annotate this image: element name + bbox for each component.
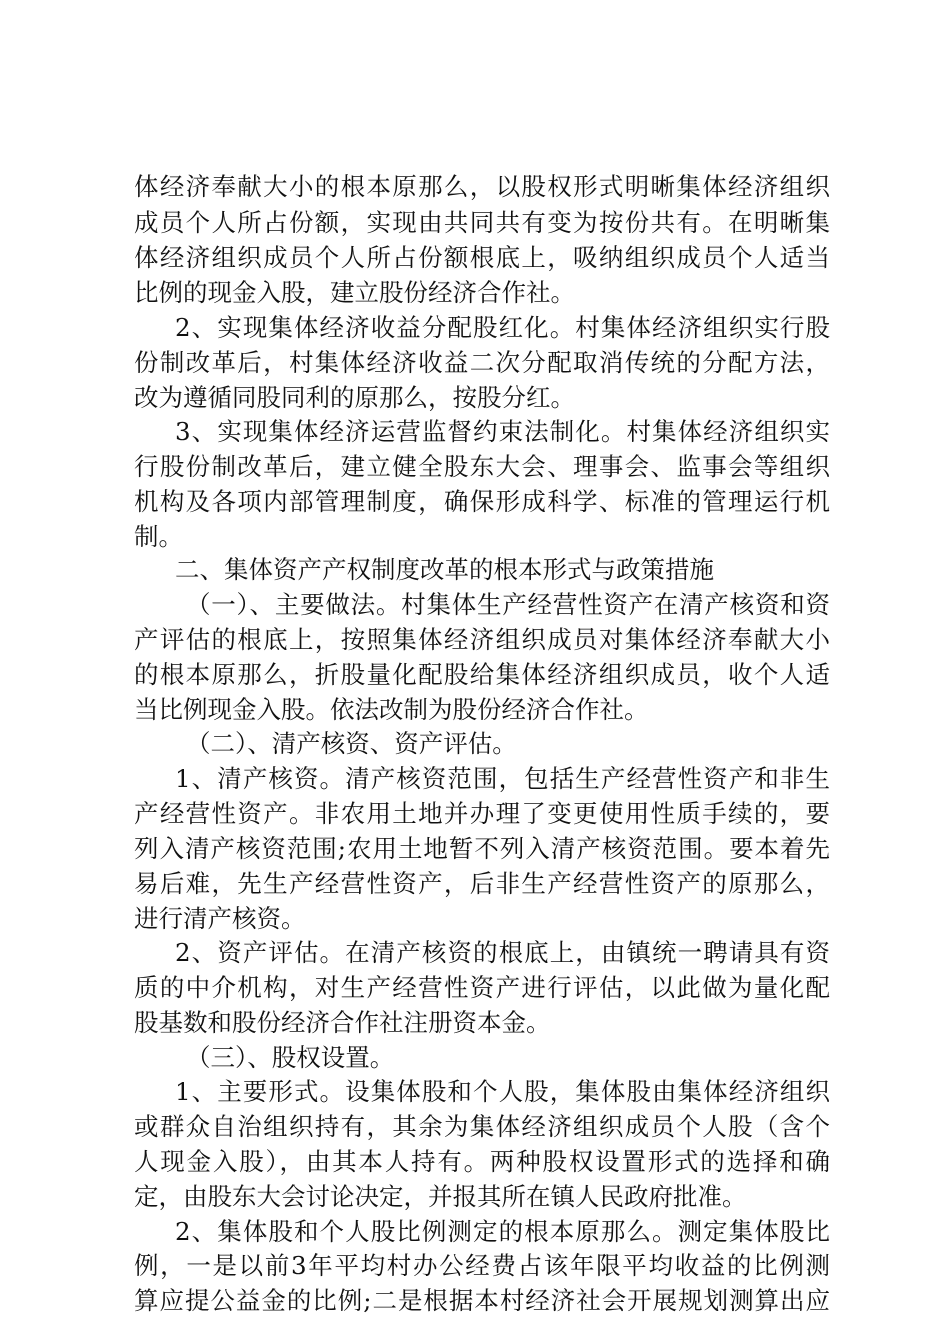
text-line: 的根本原那么，折股量化配股给集体经济组织成员，收个人适 xyxy=(134,660,830,689)
text-line: 人现金入股），由其本人持有。两种股权设置形式的选择和确 xyxy=(134,1147,830,1176)
text-line: （一）、主要做法。村集体生产经营性资产在清产核资和资 xyxy=(186,590,830,619)
text-line: 易后难，先生产经营性资产，后非生产经营性资产的原那么， xyxy=(134,869,830,898)
text-line: 产经营性资产。非农用土地并办理了变更使用性质手续的，要 xyxy=(134,799,830,828)
text-line: 2、资产评估。在清产核资的根底上，由镇统一聘请具有资 xyxy=(175,938,830,967)
text-line: 体经济奉献大小的根本原那么，以股权形式明晰集体经济组织 xyxy=(134,172,830,201)
text-line: 机构及各项内部管理制度，确保形成科学、标准的管理运行机 xyxy=(134,487,830,516)
text-line: 定，由股东大会讨论决定，并报其所在镇人民政府批准。 xyxy=(134,1182,747,1211)
text-line: 例，一是以前3年平均村办公经费占该年限平均收益的比例测 xyxy=(134,1251,830,1280)
text-line: 当比例现金入股。依法改制为股份经济合作社。 xyxy=(134,695,649,724)
text-line: 算应提公益金的比例;二是根据本村经济社会开展规划测算出应 xyxy=(134,1286,830,1315)
text-line: 1、清产核资。清产核资范围，包括生产经营性资产和非生 xyxy=(175,764,830,793)
text-line: 2、实现集体经济收益分配股红化。村集体经济组织实行股 xyxy=(175,313,830,342)
text-line: 2、集体股和个人股比例测定的根本原那么。测定集体股比 xyxy=(175,1217,830,1246)
text-line: 质的中介机构，对生产经营性资产进行评估，以此做为量化配 xyxy=(134,973,830,1002)
text-line: 份制改革后，村集体经济收益二次分配取消传统的分配方法， xyxy=(134,348,830,377)
subsection-heading: （二）、清产核资、资产评估。 xyxy=(186,729,517,758)
text-line: 成员个人所占份额，实现由共同共有变为按份共有。在明晰集 xyxy=(134,208,830,237)
subsection-heading: （三）、股权设置。 xyxy=(186,1043,395,1072)
text-line: 1、主要形式。设集体股和个人股，集体股由集体经济组织 xyxy=(175,1077,830,1106)
text-line: 改为遵循同股同利的原那么，按股分红。 xyxy=(134,383,575,412)
text-line: 行股份制改革后，建立健全股东大会、理事会、监事会等组织 xyxy=(134,452,830,481)
text-line: 列入清产核资范围;农用土地暂不列入清产核资范围。要本着先 xyxy=(134,834,830,863)
text-line: 制。 xyxy=(134,522,183,551)
text-line: 比例的现金入股，建立股份经济合作社。 xyxy=(134,278,575,307)
text-line: 股基数和股份经济合作社注册资本金。 xyxy=(134,1008,551,1037)
text-line: 产评估的根底上，按照集体经济组织成员对集体经济奉献大小 xyxy=(134,625,830,654)
text-line: 进行清产核资。 xyxy=(134,904,306,933)
text-line: 3、实现集体经济运营监督约束法制化。村集体经济组织实 xyxy=(175,417,830,446)
text-line: 体经济组织成员个人所占份额根底上，吸纳组织成员个人适当 xyxy=(134,243,830,272)
text-line: 或群众自治组织持有，其余为集体经济组织成员个人股（含个 xyxy=(134,1112,830,1141)
section-heading: 二、集体资产产权制度改革的根本形式与政策措施 xyxy=(175,555,714,584)
